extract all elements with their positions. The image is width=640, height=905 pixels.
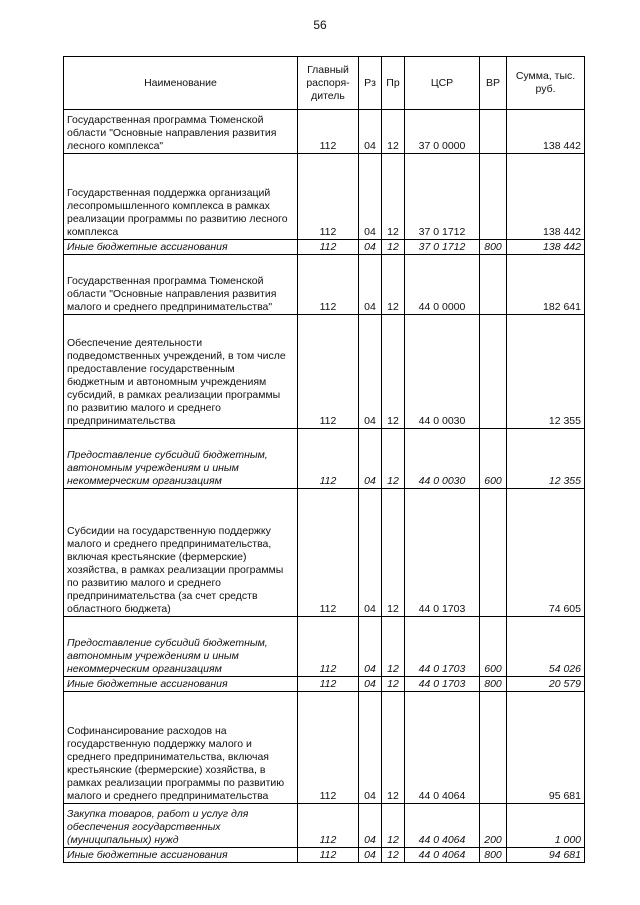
cell-pr: 12 — [382, 154, 405, 240]
cell-rz: 04 — [359, 429, 382, 489]
cell-csr: 44 0 0000 — [405, 255, 480, 315]
cell-csr: 44 0 1703 — [405, 677, 480, 692]
cell-sum: 94 681 — [507, 848, 585, 863]
cell-sum: 1 000 — [507, 804, 585, 848]
cell-rz: 04 — [359, 489, 382, 617]
cell-pr: 12 — [382, 848, 405, 863]
cell-rz: 04 — [359, 617, 382, 677]
budget-table — [63, 56, 585, 863]
cell-rz: 04 — [359, 240, 382, 255]
cell-rz: 04 — [359, 315, 382, 429]
cell-sum: 20 579 — [507, 677, 585, 692]
cell-vr: 800 — [480, 240, 507, 255]
cell-vr — [480, 154, 507, 240]
table-row — [64, 240, 585, 255]
table-row — [64, 848, 585, 863]
cell-vr: 800 — [480, 848, 507, 863]
table-row — [64, 804, 585, 848]
header-vr: ВР — [480, 57, 507, 110]
cell-pr: 12 — [382, 489, 405, 617]
header-csr: ЦСР — [405, 57, 480, 110]
table-row — [64, 489, 585, 617]
cell-csr: 44 0 4064 — [405, 692, 480, 804]
cell-csr: 37 0 1712 — [405, 240, 480, 255]
table-row — [64, 429, 585, 489]
cell-pr: 12 — [382, 692, 405, 804]
cell-name: Предоставление субсидий бюджетным, автономным учреждениям и иным некоммерческим организациям — [64, 617, 298, 677]
cell-rz: 04 — [359, 110, 382, 154]
cell-grbs: 112 — [298, 677, 359, 692]
header-rz: Рз — [359, 57, 382, 110]
cell-sum: 12 355 — [507, 315, 585, 429]
cell-pr: 12 — [382, 617, 405, 677]
table-row — [64, 692, 585, 804]
table-header-row — [64, 57, 585, 110]
cell-name: Иные бюджетные ассигнования — [64, 848, 298, 863]
cell-sum: 54 026 — [507, 617, 585, 677]
cell-name: Предоставление субсидий бюджетным, автономным учреждениям и иным некоммерческим организациям — [64, 429, 298, 489]
table-row — [64, 315, 585, 429]
cell-grbs: 112 — [298, 315, 359, 429]
cell-vr: 800 — [480, 677, 507, 692]
cell-vr — [480, 692, 507, 804]
cell-vr — [480, 315, 507, 429]
cell-vr — [480, 255, 507, 315]
cell-name: Закупка товаров, работ и услуг для обеспечения государственных (муниципальных) нужд — [64, 804, 298, 848]
cell-csr: 44 0 1703 — [405, 617, 480, 677]
cell-csr: 44 0 0030 — [405, 429, 480, 489]
cell-rz: 04 — [359, 848, 382, 863]
cell-pr: 12 — [382, 110, 405, 154]
cell-rz: 04 — [359, 154, 382, 240]
cell-pr: 12 — [382, 255, 405, 315]
cell-grbs: 112 — [298, 429, 359, 489]
cell-pr: 12 — [382, 677, 405, 692]
cell-rz: 04 — [359, 255, 382, 315]
cell-vr — [480, 489, 507, 617]
header-sum: Сумма, тыс. руб. — [507, 57, 585, 110]
cell-grbs: 112 — [298, 804, 359, 848]
cell-sum: 182 641 — [507, 255, 585, 315]
page-number: 56 — [313, 18, 327, 32]
cell-csr: 44 0 4064 — [405, 804, 480, 848]
header-grbs: Главный распоря-дитель — [298, 57, 359, 110]
table-row — [64, 110, 585, 154]
cell-name: Государственная программа Тюменской области "Основные направления развития малого и среднего предпринимательства" — [64, 255, 298, 315]
cell-grbs: 112 — [298, 154, 359, 240]
cell-csr: 37 0 0000 — [405, 110, 480, 154]
cell-name: Обеспечение деятельности подведомственных учреждений, в том числе предоставление государственным бюджетным и автономным учреждениям субсидий, в рамках реализации программы по развитию малого и среднего предпринимательства — [64, 315, 298, 429]
cell-grbs: 112 — [298, 848, 359, 863]
cell-vr: 600 — [480, 617, 507, 677]
cell-pr: 12 — [382, 429, 405, 489]
cell-sum: 74 605 — [507, 489, 585, 617]
cell-sum: 95 681 — [507, 692, 585, 804]
cell-csr: 44 0 0030 — [405, 315, 480, 429]
cell-name: Субсидии на государственную поддержку малого и среднего предпринимательства, включая крестьянские (фермерские) хозяйства, в рамках реализации программы по развитию малого и среднего предпринимательства (за счет средств областного бюджета) — [64, 489, 298, 617]
table-row — [64, 255, 585, 315]
cell-rz: 04 — [359, 804, 382, 848]
header-name: Наименование — [64, 57, 298, 110]
table-row — [64, 677, 585, 692]
table-row — [64, 154, 585, 240]
cell-pr: 12 — [382, 240, 405, 255]
cell-grbs: 112 — [298, 692, 359, 804]
cell-vr — [480, 110, 507, 154]
cell-csr: 37 0 1712 — [405, 154, 480, 240]
cell-name: Государственная поддержка организаций лесопромышленного комплекса в рамках реализации программы по развитию лесного комплекса — [64, 154, 298, 240]
cell-grbs: 112 — [298, 240, 359, 255]
cell-rz: 04 — [359, 677, 382, 692]
cell-grbs: 112 — [298, 110, 359, 154]
cell-vr: 600 — [480, 429, 507, 489]
cell-name: Государственная программа Тюменской области "Основные направления развития лесного комплекса" — [64, 110, 298, 154]
cell-grbs: 112 — [298, 617, 359, 677]
cell-csr: 44 0 4064 — [405, 848, 480, 863]
cell-rz: 04 — [359, 692, 382, 804]
cell-sum: 138 442 — [507, 110, 585, 154]
cell-vr: 200 — [480, 804, 507, 848]
header-pr: Пр — [382, 57, 405, 110]
cell-sum: 138 442 — [507, 154, 585, 240]
cell-pr: 12 — [382, 804, 405, 848]
cell-csr: 44 0 1703 — [405, 489, 480, 617]
table-row — [64, 617, 585, 677]
cell-grbs: 112 — [298, 489, 359, 617]
cell-pr: 12 — [382, 315, 405, 429]
cell-sum: 12 355 — [507, 429, 585, 489]
cell-name: Иные бюджетные ассигнования — [64, 677, 298, 692]
table-body — [64, 110, 585, 863]
cell-name: Софинансирование расходов на государственную поддержку малого и среднего предпринимательства, включая крестьянские (фермерские) хозяйства, в рамках реализации программы по развитию малого и среднего предпринимательства — [64, 692, 298, 804]
cell-grbs: 112 — [298, 255, 359, 315]
cell-name: Иные бюджетные ассигнования — [64, 240, 298, 255]
cell-sum: 138 442 — [507, 240, 585, 255]
